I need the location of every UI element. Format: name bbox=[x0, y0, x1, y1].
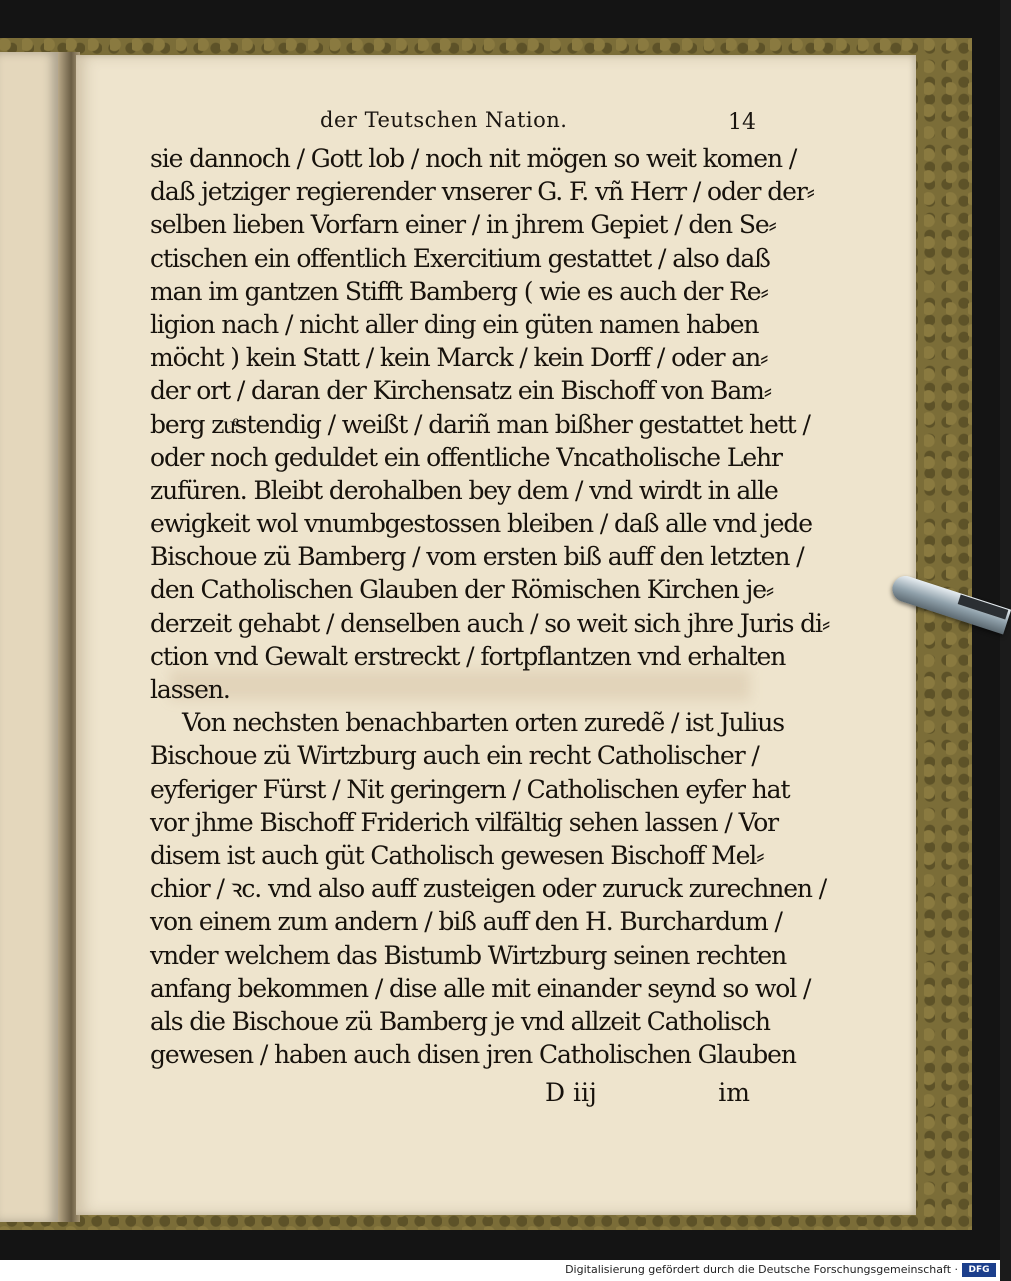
running-head: der Teutschen Nation. bbox=[320, 108, 568, 132]
left-page-edge bbox=[0, 52, 58, 1222]
body-text bbox=[150, 142, 830, 1071]
text-line: vor jhme Bischoff Friderich vilfältig sehen lassen / Vor bbox=[150, 807, 779, 837]
text-line: derzeit gehabt / denselben auch / so weit sich jhre Juris di⸗ bbox=[150, 608, 830, 638]
catchline bbox=[150, 1078, 750, 1110]
text-line: anfang bekommen / dise alle mit einander seynd so wol / bbox=[150, 973, 811, 1003]
text-line: disem ist auch güt Catholisch gewesen Bischoff Mel⸗ bbox=[150, 840, 764, 870]
text-line: ligion nach / nicht aller ding ein güten namen haben bbox=[150, 309, 759, 339]
text-line: vnder welchem das Bistumb Wirtzburg seinen rechten bbox=[150, 940, 787, 970]
text-line: man im gantzen Stifft Bamberg ( wie es auch der Re⸗ bbox=[150, 276, 768, 306]
footer-bar bbox=[0, 1260, 1000, 1281]
text-line: der ort / daran der Kirchensatz ein Bischoff von Bam⸗ bbox=[150, 376, 771, 406]
text-line: eyferiger Fürst / Nit geringern / Catholischen eyfer hat bbox=[150, 774, 790, 804]
text-line: sie dannoch / Gott lob / noch nit mögen so weit komen / bbox=[150, 144, 797, 173]
text-line: von einem zum andern / biß auff den H. Burchardum / bbox=[150, 907, 782, 937]
text-line: berg zuͤstendig / weißt / dariñ man bißher gestattet hett / bbox=[150, 409, 810, 439]
text-line: Bischoue zü Bamberg / vom ersten biß auff den letzten / bbox=[150, 542, 804, 572]
text-line: den Catholischen Glauben der Römischen Kirchen je⸗ bbox=[150, 575, 774, 605]
text-line: daß jetziger regierender vnserer G. F. vñ Herr / oder der⸗ bbox=[150, 177, 814, 207]
text-line: Von nechsten benachbarten orten zuredẽ / ist Julius bbox=[182, 708, 785, 738]
text-line: als die Bischoue zü Bamberg je vnd allzeit Catholisch bbox=[150, 1006, 770, 1036]
text-line: ctischen ein offentlich Exercitium gestattet / also daß bbox=[150, 243, 770, 273]
text-line: möcht ) kein Statt / kein Marck / kein Dorff / oder an⸗ bbox=[150, 343, 768, 373]
text-line: zufüren. Bleibt derohalben bey dem / vnd wirdt in alle bbox=[150, 475, 778, 505]
signature-mark: D iij bbox=[545, 1078, 597, 1107]
funding-credit: Digitalisierung gefördert durch die Deutsche Forschungsgemeinschaft · bbox=[565, 1263, 958, 1276]
text-line: selben lieben Vorfarn einer / in jhrem Gepiet / den Se⸗ bbox=[150, 210, 776, 240]
text-line: oder noch geduldet ein offentliche Vncatholische Lehr bbox=[150, 442, 782, 472]
page-number: 14 bbox=[728, 110, 756, 135]
text-line: lassen. bbox=[150, 675, 230, 704]
dfg-logo: DFG bbox=[962, 1263, 996, 1277]
text-line: chior / ꝛc. vnd also auff zusteigen oder zuruck zurechnen / bbox=[150, 874, 827, 904]
text-line: Bischoue zü Wirtzburg auch ein recht Catholischer / bbox=[150, 741, 759, 771]
text-line: ction vnd Gewalt erstreckt / fortpflantzen vnd erhalten bbox=[150, 641, 786, 671]
catchword: im bbox=[718, 1078, 750, 1107]
text-line: ewigkeit wol vnumbgestossen bleiben / daß alle vnd jede bbox=[150, 509, 812, 539]
text-line: gewesen / haben auch disen jren Catholischen Glauben bbox=[150, 1040, 796, 1070]
